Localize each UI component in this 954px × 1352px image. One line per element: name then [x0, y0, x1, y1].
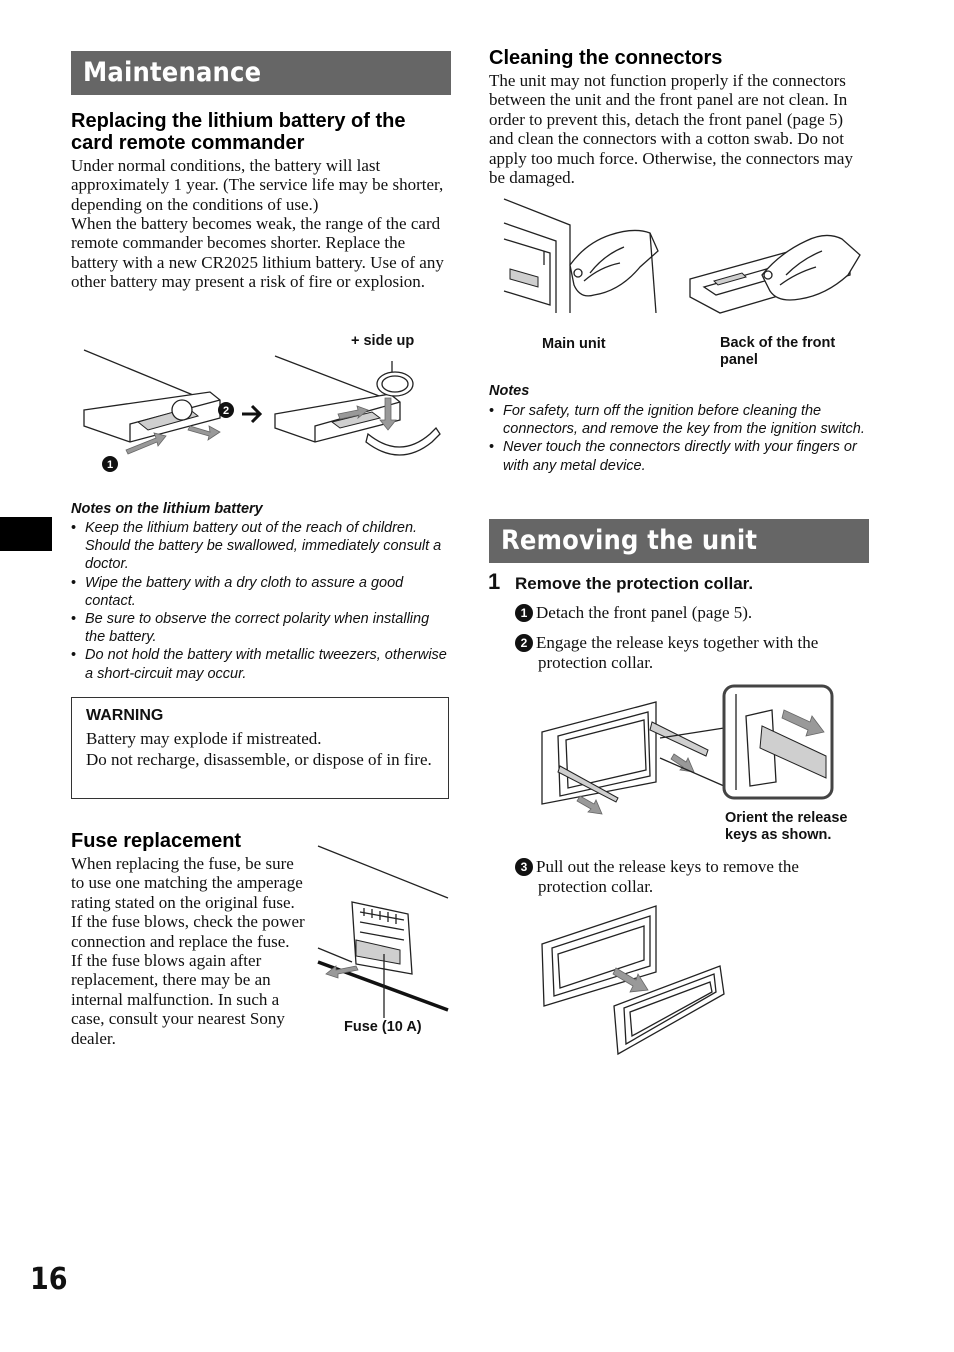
battery-replacement-figure — [70, 330, 450, 480]
orient-caption: Orient the release keys as shown. — [725, 810, 848, 843]
substep-text: Pull out the release keys to remove the protection collar. — [536, 857, 799, 896]
battery-step-2-label: 2 — [222, 405, 230, 417]
battery-notes-list — [71, 519, 451, 683]
connectors-notes-list — [489, 402, 871, 475]
fuse-heading: Fuse replacement — [71, 830, 242, 852]
substep-number: 1 — [515, 604, 533, 622]
removing-unit-banner: Removing the unit — [489, 519, 869, 563]
substep-number: 3 — [515, 858, 533, 876]
connectors-notes-title: Notes — [489, 383, 530, 399]
step-title: Remove the protection collar. — [515, 574, 754, 593]
maintenance-banner: Maintenance — [71, 51, 451, 95]
warning-box — [71, 697, 449, 799]
section-tab-marker — [0, 517, 52, 551]
fuse-figure — [316, 842, 451, 1022]
substep-text: Detach the front panel (page 5). — [536, 603, 753, 622]
list-item: • Wipe the battery with a dry cloth to assure a good contact. — [71, 574, 451, 610]
connectors-heading: Cleaning the connectors — [489, 47, 723, 69]
release-keys-figure — [540, 686, 840, 816]
battery-paragraph-2: When the battery becomes weak, the range of the card remote commander becomes shorter. Replace the battery with a new CR2025 lithium battery. Use of any other battery may present a risk of fire or explosion. — [71, 214, 444, 292]
substep-3 — [515, 857, 865, 897]
warning-line-1: Battery may explode if mistreated. — [86, 729, 322, 748]
substep-2 — [515, 633, 865, 673]
collar-removal-figure — [540, 904, 730, 1056]
substep-text: Engage the release keys together with the protection collar. — [536, 633, 819, 672]
page-number: 16 — [30, 1262, 68, 1297]
list-item: • Be sure to observe the correct polarity when installing the battery. — [71, 610, 451, 646]
main-unit-caption: Main unit — [542, 336, 606, 352]
battery-heading: Replacing the lithium battery of the card remote commander — [71, 110, 406, 154]
back-panel-caption: Back of the front panel — [720, 335, 836, 368]
side-up-label: + side up — [351, 333, 415, 349]
connectors-paragraph: The unit may not function properly if the connectors between the unit and the front panel are not clean. In order to prevent this, detach the front panel (page 5) and clean the connectors with a cotton swab. Do not apply too much force. Otherwise, the connectors may be damaged. — [489, 71, 853, 188]
fuse-paragraph: When replacing the fuse, be sure to use one matching the amperage rating stated on the original fuse. If the fuse blows, check the power connection and replace the fuse. If the fuse blows again after replacement, there may be an internal malfunction. In such a case, consult your nearest Sony dealer. — [71, 854, 305, 1048]
warning-line-2: Do not recharge, disassemble, or dispose of in fire. — [86, 750, 432, 769]
right-arrow-icon — [242, 406, 260, 422]
list-item: • For safety, turn off the ignition before cleaning the connectors, and remove the key from the ignition switch. — [489, 402, 871, 438]
substep-number: 2 — [515, 634, 533, 652]
battery-notes-title: Notes on the lithium battery — [71, 501, 263, 517]
list-item: • Do not hold the battery with metallic tweezers, otherwise a short-circuit may occur. — [71, 646, 451, 682]
battery-step-1-label: 1 — [106, 459, 114, 471]
warning-title: WARNING — [86, 707, 164, 724]
list-item: • Never touch the connectors directly with your fingers or with any metal device. — [489, 438, 871, 474]
substep-1 — [515, 603, 865, 623]
list-item: • Keep the lithium battery out of the reach of children. Should the battery be swallowed, immediately consult a doctor. — [71, 519, 451, 574]
cleaning-connectors-figure — [500, 195, 870, 325]
step-number: 1 — [488, 569, 501, 594]
fuse-caption: Fuse (10 A) — [344, 1019, 422, 1035]
battery-paragraph-1: Under normal conditions, the battery will last approximately 1 year. (The service life may be shorter, depending on the conditions of use.) — [71, 156, 444, 214]
